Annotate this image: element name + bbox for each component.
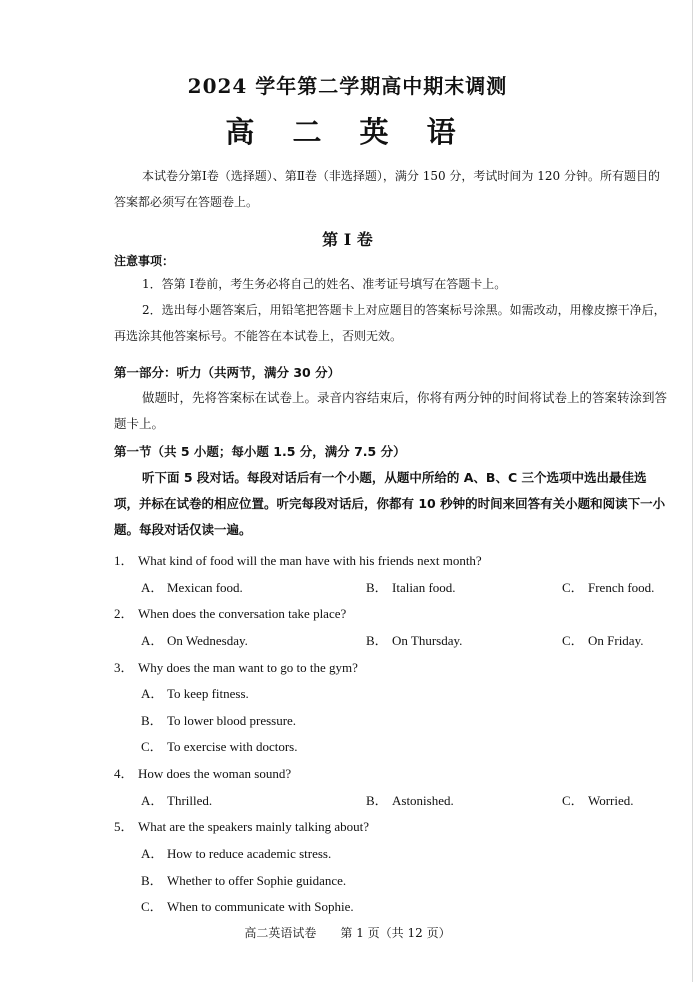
part1-instructions: 做题时，先将答案标在试卷上。录音内容结束后，你将有两分钟的时间将试卷上的答案转涂到答题卡上。 [114,390,668,431]
question-1 [114,550,482,569]
notice-item-1: 1．答第 Ⅰ卷前，考生务必将自己的姓名、准考证号填写在答题卡上。 [142,277,507,291]
subject-title: 高 二 英 语 [225,115,470,149]
option-2b: B． On Thursday. [366,633,463,648]
section1-heading: 第一节（共 5 小题；每小题 1.5 分，满分 7.5 分） [114,444,406,459]
question-number: 4． [114,766,134,781]
question-3 [114,657,358,676]
option-3a: A． To keep fitness. [141,686,249,701]
option-3c: C． To exercise with doctors. [141,739,298,754]
notice-heading: 注意事项： [114,254,175,268]
volume-title: 第 Ⅰ 卷 [322,230,373,249]
option-5a: A． How to reduce academic stress. [141,846,332,861]
footer-exam-name: 高二英语试卷 [244,926,317,940]
option-1c: C． French food. [562,580,655,595]
option-2a: A． On Wednesday. [141,633,248,648]
exam-title: 2024 学年第二学期高中期末调测 [187,74,508,98]
option-4a: A． Thrilled. [141,793,213,808]
question-text: How does the woman sound? [138,766,292,781]
question-number: 2． [114,606,134,621]
intro-text: 本试卷分第Ⅰ卷（选择题）、第Ⅱ卷（非选择题），满分 150 分，考试时间为 120 分钟。所有题目的答案都必须写在答题卷上。 [114,169,660,209]
option-4c: C． Worried. [562,793,634,808]
option-5c: C． When to communicate with Sophie. [141,899,354,914]
option-1a: A． Mexican food. [141,580,243,595]
option-3b: B． To lower blood pressure. [141,713,297,728]
question-text: When does the conversation take place? [138,606,347,621]
option-1b: B． Italian food. [366,580,456,595]
option-5b: B． Whether to offer Sophie guidance. [141,873,347,888]
notice-item-2: 2．选出每小题答案后，用铅笔把答题卡上对应题目的答案标号涂黑。如需改动，用橡皮擦干净后，再选涂其他答案标号。不能答在本试卷上，否则无效。 [114,303,666,343]
question-text: What are the speakers mainly talking about? [138,819,370,834]
question-2 [114,603,346,622]
option-4b: B． Astonished. [366,793,454,808]
question-number: 5． [114,819,134,834]
question-number: 3． [114,660,134,675]
footer-page-number: 第 1 页（共 12 页） [340,926,451,940]
question-text: What kind of food will the man have with his friends next month? [138,553,482,568]
option-2c: C． On Friday. [562,633,644,648]
page-footer [0,924,695,941]
question-text: Why does the man want to go to the gym? [138,660,358,675]
question-5 [114,816,369,835]
question-4 [114,763,291,782]
question-number: 1． [114,553,134,568]
section1-instructions: 听下面 5 段对话。每段对话后有一个小题，从题中所给的 A、B、C 三个选项中选出最佳选项，并标在试卷的相应位置。听完每段对话后，你都有 10 秒钟的时间来回答有关小题和阅读下一小题。每段对话仅读一遍。 [114,470,666,537]
part1-heading: 第一部分：听力（共两节，满分 30 分） [114,365,341,380]
